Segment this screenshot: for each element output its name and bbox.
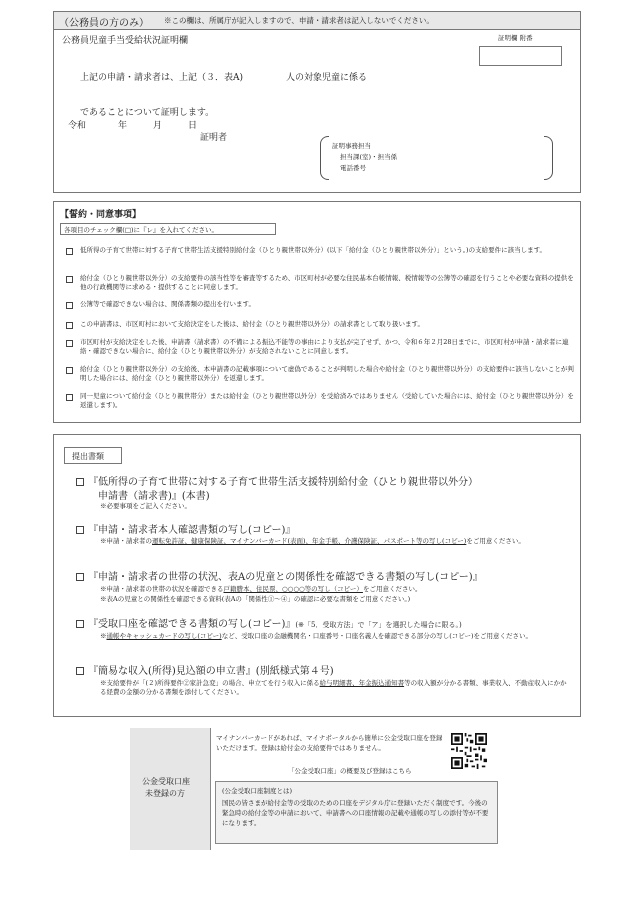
account-content-cell	[210, 728, 502, 850]
consent-text-5: 市区町村が支給決定をした後、申請書（請求書）の不備による振込不能等の事由により支払が完了せず、かつ、令和６年２月28日までに、市区町村が申請・請求者に連絡・確認できない場合に、給付金（ひとり親世帯以外分）が支給されないことに同意します。	[80, 338, 569, 355]
consent-text-3: 公簿等で確認できない場合は、関係書類の提出を行います。	[80, 300, 255, 308]
account-text: マイナンバーカードがあれば、マイナポータルから簡単に公金受取口座を登録いただけます。登録は給付金の支給要件ではありません。	[216, 734, 443, 752]
consent-instruction: 各項目のチェック欄(□)に『レ』を入れてください。	[60, 223, 276, 235]
doc-3-title	[76, 568, 483, 583]
official-header	[54, 12, 580, 30]
doc-5-note-a: ※支給要件が「(２)所得要件②家計急変」の場合、申立てを行う収入に係る	[100, 679, 320, 687]
consent-section	[53, 201, 581, 423]
consent-checkbox-5[interactable]	[66, 340, 73, 347]
doc-1-title	[76, 473, 478, 488]
consent-text-4: この申請書は、市区町村において支給決定をした後は、給付金（ひとり親世帯以外分）の請求書として取り扱います。	[80, 320, 424, 328]
account-label-cell	[130, 728, 210, 850]
consent-checkbox-3[interactable]	[66, 302, 73, 309]
account-system-title: (公金受取口座制度とは)	[222, 787, 293, 795]
doc-3-note-1-b: をご用意ください。	[362, 585, 422, 593]
doc-5-note-b: 等の収入額が分かる書類、事業収入、不動産収入にかかる経費の金額の分かる書類を添付してください。	[100, 679, 567, 696]
consent-checkbox-4[interactable]	[66, 322, 73, 329]
doc-2-checkbox[interactable]	[76, 526, 84, 534]
doc-3-checkbox[interactable]	[76, 573, 84, 581]
consent-item-7	[66, 392, 576, 410]
cert-number-label: 証明欄 附番	[498, 34, 533, 42]
contact-bracket-right	[544, 136, 553, 180]
date-day: 日	[188, 121, 198, 131]
account-section	[130, 728, 501, 850]
doc-3-title-text: 『申請・請求者の世帯の状況、表Aの児童との関係性を確認できる書類の写し(コピー)』	[88, 572, 483, 583]
consent-item-1	[66, 246, 576, 264]
doc-1-title-line2: 申請書（請求書)』(本書)	[98, 491, 210, 502]
doc-4-note-underlined: 通帳やキャッシュカードの写し(コピー)	[106, 632, 222, 640]
consent-text-6: 給付金（ひとり親世帯以外分）の支給後、本申請書の記載事項について虚偽であることが判明した場合や給付金（ひとり親世帯以外分）の支給要件に該当しないことが判明した場合には、給付金（ひとり親世帯以外分）を返還します。	[80, 365, 574, 382]
doc-4-note-b: など、受取口座の金融機関名・口座番号・口座名義人を確認できる部分の写し(コピー)をご用意ください。	[221, 632, 532, 640]
doc-2-title	[76, 521, 295, 536]
doc-5-title-text: 『簡易な収入(所得)見込額の申立書』(別紙様式第４号)	[88, 666, 334, 677]
doc-4-title-text: 『受取口座を確認できる書類の写し(コピー)』	[88, 619, 296, 630]
account-label-1: 公金受取口座	[142, 777, 190, 786]
consent-checkbox-7[interactable]	[66, 394, 73, 401]
doc-2-title-text: 『申請・請求者本人確認書類の写し(コピー)』	[88, 525, 296, 536]
doc-2-note-underlined: 運転免許証、健康保険証、マイナンバーカード(表面)、年金手帳、介護保険証、パスポート等の写し(コピー)	[152, 537, 467, 545]
contact-label-3: 電話番号	[340, 164, 366, 172]
consent-item-2	[66, 274, 576, 292]
consent-text-7: 同一児童について給付金（ひとり親世帯分）または給付金（ひとり親世帯以外分）を受給済みではありません（受給していた場合には、給付金（ひとり親世帯以外分）を返還します)。	[80, 392, 574, 409]
doc-5-note	[100, 679, 568, 697]
consent-item-6	[66, 365, 576, 383]
cert-number-field[interactable]	[479, 46, 562, 66]
consent-item-5	[66, 338, 576, 356]
official-title: 公務員児童手当受給状況証明欄	[62, 36, 189, 46]
contact-bracket-left	[320, 136, 329, 180]
doc-2-note	[100, 537, 568, 546]
doc-3-note-2: ※表Aの児童との関係性を確認できる資料(表Aの「関係性①～④」の確認に必要な書類をご用意ください。)	[100, 595, 411, 603]
official-line1-a: 上記の申請・請求者は、上記（３．表A)	[80, 73, 244, 83]
consent-checkbox-2[interactable]	[66, 276, 73, 283]
allowance-type-field[interactable]	[394, 69, 564, 82]
qr-code-icon[interactable]	[451, 733, 487, 769]
doc-1-note: ※必要事項をご記入ください。	[100, 502, 191, 510]
doc-4-checkbox[interactable]	[76, 620, 84, 628]
doc-2-note-b: をご用意ください。	[466, 537, 525, 545]
contact-label-2: 担当課(室)・担当係	[340, 153, 398, 161]
doc-5-note-underlined: 給与明細書、年金振込通知書	[319, 679, 405, 687]
doc-2-note-a: ※申請・請求者の	[100, 537, 152, 545]
doc-3-note-1-underlined: 戸籍謄本、住民票、○○○○等の写し（コピー）	[223, 585, 363, 593]
account-system-box	[215, 781, 498, 844]
doc-4-note-a: ※	[100, 632, 107, 640]
contact-label-1: 証明事務担当	[332, 142, 371, 150]
date-year: 年	[118, 121, 128, 131]
date-era: 令和	[68, 121, 87, 131]
consent-item-4	[66, 320, 576, 329]
account-label-2: 未登録の方	[145, 789, 185, 798]
consent-text-2: 給付金（ひとり親世帯以外分）の支給要件の該当性等を審査等するため、市区町村が必要な住民基本台帳情報、税情報等の公簿等の確認を行うことや必要な資料の提供を他の行政機関等に求める・提供することに同意します。	[80, 274, 574, 291]
account-system-text: 国民の皆さまが給付金等の受取のための口座をデジタル庁に登録いただく制度です。今後の緊急時の給付金等の申請において、申請書への口座情報の記載や通帳の写しの添付等が不要になります。	[222, 799, 489, 827]
documents-section	[53, 434, 581, 717]
doc-3-note-1-a: ※申請・請求者の世帯の状況を確認できる	[100, 585, 224, 593]
doc-3-note-1	[100, 585, 568, 594]
doc-5-title	[76, 662, 334, 677]
doc-4-title-note: (※「5．受取方法」で「ア」を選択した場合に限る。)	[295, 621, 462, 629]
doc-4-note	[100, 632, 568, 641]
official-tag: （公務員の方のみ）	[59, 18, 149, 29]
consent-checkbox-1[interactable]	[66, 248, 73, 255]
consent-item-3	[66, 300, 576, 309]
official-line1-b: 人の対象児童に係る	[286, 73, 368, 83]
official-certification-section	[53, 11, 581, 193]
certifier-label: 証明者	[200, 133, 228, 143]
date-month: 月	[153, 121, 163, 131]
child-count-field[interactable]	[244, 69, 280, 82]
doc-5-checkbox[interactable]	[76, 667, 84, 675]
account-link[interactable]: 「公金受取口座」の概要及び登録はこちら	[288, 767, 412, 775]
doc-1-checkbox[interactable]	[76, 478, 84, 486]
consent-checkbox-6[interactable]	[66, 367, 73, 374]
consent-title: 【誓約・同意事項】	[60, 210, 142, 220]
consent-text-1: 低所得の子育て世帯に対する子育て世帯生活支援特別給付金（ひとり親世帯以外分）(以下「給付金（ひとり親世帯以外分）」という。)の支給要件に該当します。	[80, 246, 547, 254]
doc-4-title	[76, 615, 462, 630]
official-line2: であることについて証明します。	[80, 108, 215, 118]
doc-1-title-text: 『低所得の子育て世帯に対する子育て世帯生活支援特別給付金（ひとり親世帯以外分）	[88, 477, 478, 488]
official-note: ※この欄は、所属庁が記入しますので、申請・請求者は記入しないでください。	[164, 16, 434, 25]
documents-title: 提出書類	[64, 447, 122, 464]
